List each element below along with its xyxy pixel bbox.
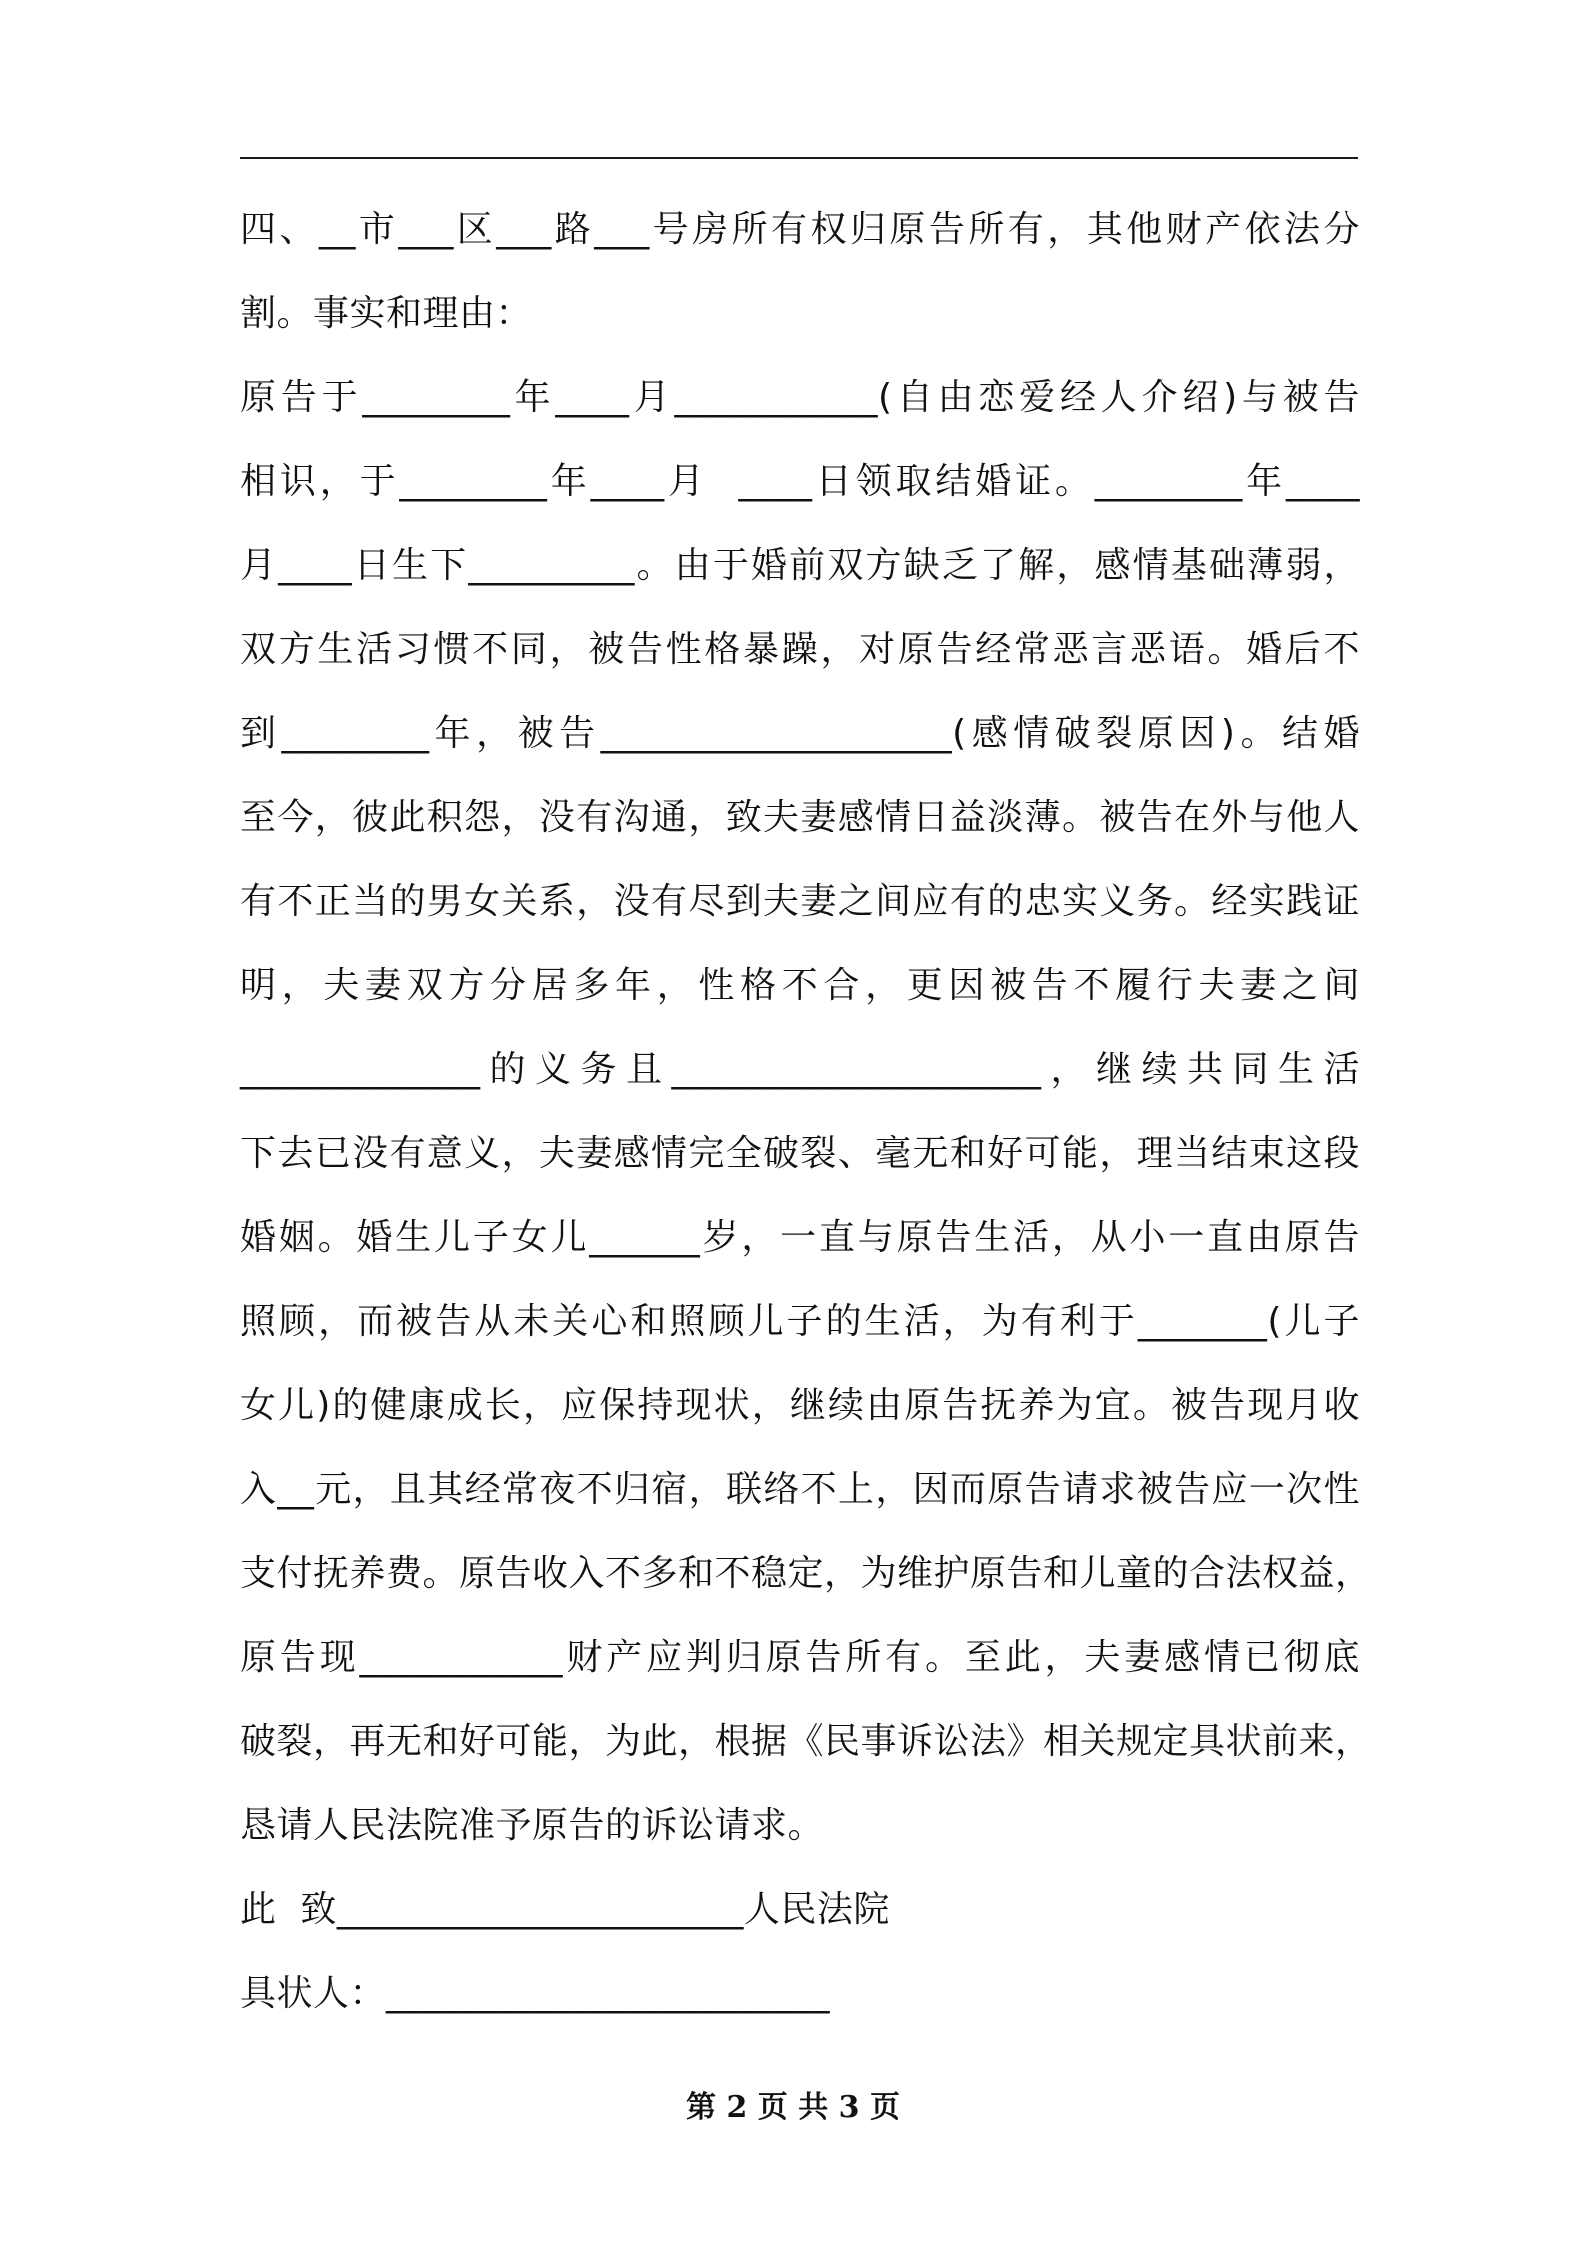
body-line: 有不正当的男女关系，没有尽到夫妻之间应有的忠实义务。经实践证 — [240, 881, 1360, 922]
body-line: 到________年，被告___________________(感情破裂原因)。结婚 — [240, 713, 1360, 754]
signature-line: 具状人：________________________ — [240, 1973, 831, 2014]
body-line: 双方生活习惯不同，被告性格暴躁，对原告经常恶言恶语。婚后不 — [240, 629, 1360, 670]
body-line: 至今，彼此积怨，没有沟通，致夫妻感情日益淡薄。被告在外与他人 — [240, 797, 1360, 838]
body-line: 破裂，再无和好可能，为此，根据《民事诉讼法》相关规定具状前来， — [240, 1721, 1372, 1762]
body-line: 月____日生下_________。由于婚前双方缺乏了解，感情基础薄弱， — [240, 545, 1360, 586]
body-line: 相识，于________年____月 ____日领取结婚证。________年____ — [240, 461, 1360, 502]
body-line: 原告现___________财产应判归原告所有。至此，夫妻感情已彻底 — [240, 1637, 1360, 1678]
header-rule — [240, 157, 1358, 159]
body-line: _____________的义务且____________________，继续共同生活 — [240, 1049, 1360, 1090]
body-line: 下去已没有意义，夫妻感情完全破裂、毫无和好可能，理当结束这段 — [240, 1133, 1360, 1174]
body-line: 婚姻。婚生儿子女儿______岁，一直与原告生活，从小一直由原告 — [240, 1217, 1360, 1258]
body-line: 四、__市___区___路___号房所有权归原告所有，其他财产依法分 — [240, 209, 1360, 250]
salutation-line: 此 致______________________人民法院 — [240, 1889, 890, 1930]
body-line: 恳请人民法院准予原告的诉讼请求。 — [240, 1805, 825, 1846]
body-line: 割。事实和理由： — [240, 293, 533, 334]
body-line: 入__元，且其经常夜不归宿，联络不上，因而原告请求被告应一次性 — [240, 1469, 1360, 1510]
body-line: 女儿)的健康成长，应保持现状，继续由原告抚养为宜。被告现月收 — [240, 1385, 1360, 1426]
body-line: 明，夫妻双方分居多年，性格不合，更因被告不履行夫妻之间 — [240, 965, 1360, 1006]
body-line: 原告于________年____月___________(自由恋爱经人介绍)与被告 — [240, 377, 1360, 418]
page-number: 第 2 页 共 3 页 — [686, 2090, 900, 2125]
body-line: 照顾，而被告从未关心和照顾儿子的生活，为有利于_______(儿子 — [240, 1301, 1360, 1342]
document-body — [240, 188, 1372, 2036]
body-line: 支付抚养费。原告收入不多和不稳定，为维护原告和儿童的合法权益， — [240, 1553, 1372, 1594]
